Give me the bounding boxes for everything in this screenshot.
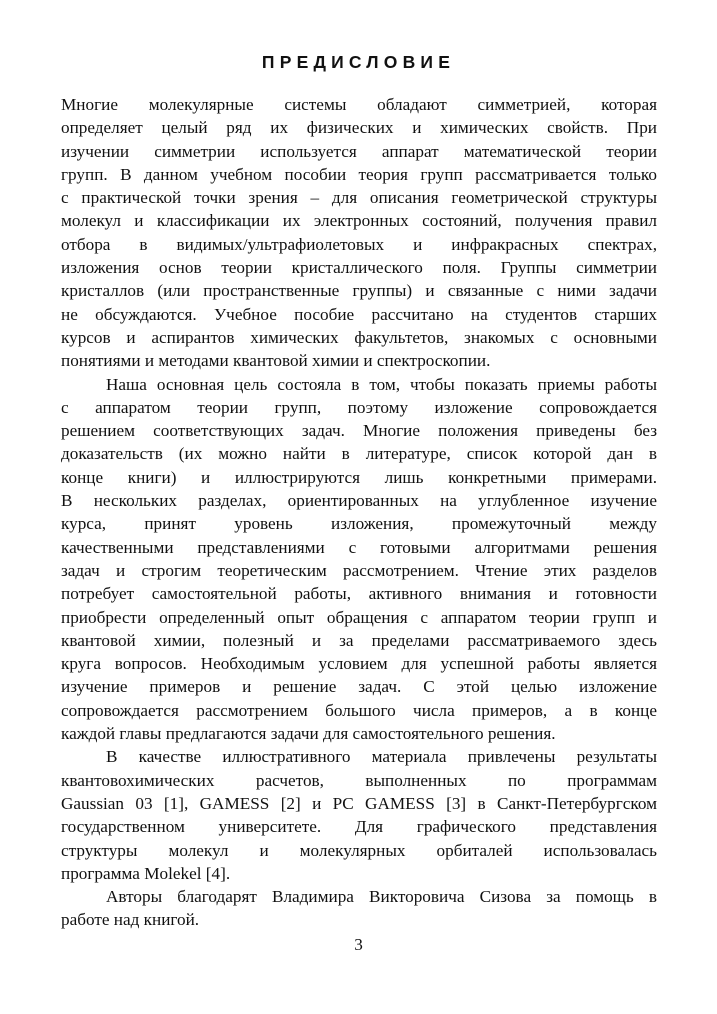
text-line: программа Molekel [4]. xyxy=(61,863,231,883)
text-line: с аппаратом теории групп, поэтому изложение сопровождается xyxy=(61,397,657,417)
text-line: с практической точки зрения – для описания геометрической структуры xyxy=(61,188,657,208)
text-line: изучении симметрии используется аппарат математической теории xyxy=(61,141,657,161)
text-line: сопровождается рассмотрением большого числа примеров, а в конце xyxy=(61,700,657,720)
text-line: В качестве иллюстративного материала привлечены результаты xyxy=(106,747,657,767)
text-line: структуры молекул и молекулярных орбиталей использовалась xyxy=(61,840,657,860)
text-line: отбора в видимых/ультрафиолетовых и инфракрасных спектрах, xyxy=(61,234,657,254)
text-line: Gaussian 03 [1], GAMESS [2] и PC GAMESS [3] в Санкт-Петербургском xyxy=(61,793,657,813)
text-line: потребует самостоятельной работы, активного внимания и готовности xyxy=(61,584,657,604)
text-line: В нескольких разделах, ориентированных на углубленное изучение xyxy=(61,491,657,511)
page-number: 3 xyxy=(354,935,363,954)
text-line: решением соответствующих задач. Многие положения приведены без xyxy=(61,421,657,441)
text-line: качественными представлениями с готовыми алгоритмами решения xyxy=(61,537,657,557)
text-line: государственном университете. Для графического представления xyxy=(61,817,657,837)
text-line: понятиями и методами квантовой химии и спектроскопии. xyxy=(61,351,491,371)
text-line: не обсуждаются. Учебное пособие рассчитано на студентов старших xyxy=(61,304,657,324)
text-line: определяет целый ряд их физических и химических свойств. При xyxy=(61,118,657,138)
text-line: квантовой химии, полезный и за пределами рассматриваемого здесь xyxy=(61,630,657,650)
text-line: кристаллов (или пространственные группы) и связанные с ними задачи xyxy=(61,281,657,301)
text-line: работе над книгой. xyxy=(61,910,200,930)
text-line: изучение примеров и решение задач. С этой целью изложение xyxy=(61,677,657,697)
text-line: круга вопросов. Необходимым условием для успешной работы является xyxy=(61,654,657,674)
paragraph-3 xyxy=(61,745,657,885)
paragraph-1 xyxy=(61,93,657,373)
text-line: курса, принят уровень изложения, промежуточный между xyxy=(61,514,657,534)
text-line: конце книги) и иллюстрируются лишь конкретными примерами. xyxy=(61,467,657,487)
body-text xyxy=(61,93,657,932)
page-title: ПРЕДИСЛОВИЕ xyxy=(261,52,456,72)
text-line: групп. В данном учебном пособии теория групп рассматривается только xyxy=(61,164,657,184)
text-line: приобрести определенный опыт обращения с аппаратом теории групп и xyxy=(61,607,657,627)
text-line: Наша основная цель состояла в том, чтобы показать приемы работы xyxy=(106,374,657,394)
paragraph-4 xyxy=(61,885,657,932)
text-line: каждой главы предлагаются задачи для самостоятельного решения. xyxy=(61,724,556,744)
text-line: доказательств (их можно найти в литературе, список которой дан в xyxy=(61,444,657,464)
paragraph-2 xyxy=(61,373,657,746)
text-line: Многие молекулярные системы обладают симметрией, которая xyxy=(61,95,657,114)
text-line: молекул и классификации их электронных состояний, получения правил xyxy=(61,211,657,231)
text-line: курсов и аспирантов химических факультетов, знакомых с основными xyxy=(61,327,657,347)
text-line: изложения основ теории кристаллического поля. Группы симметрии xyxy=(61,258,657,278)
text-line: квантовохимических расчетов, выполненных по программам xyxy=(61,770,657,790)
text-line: Авторы благодарят Владимира Викторовича Сизова за помощь в xyxy=(106,887,657,907)
text-line: задач и строгим теоретическим рассмотрением. Чтение этих разделов xyxy=(61,560,657,580)
